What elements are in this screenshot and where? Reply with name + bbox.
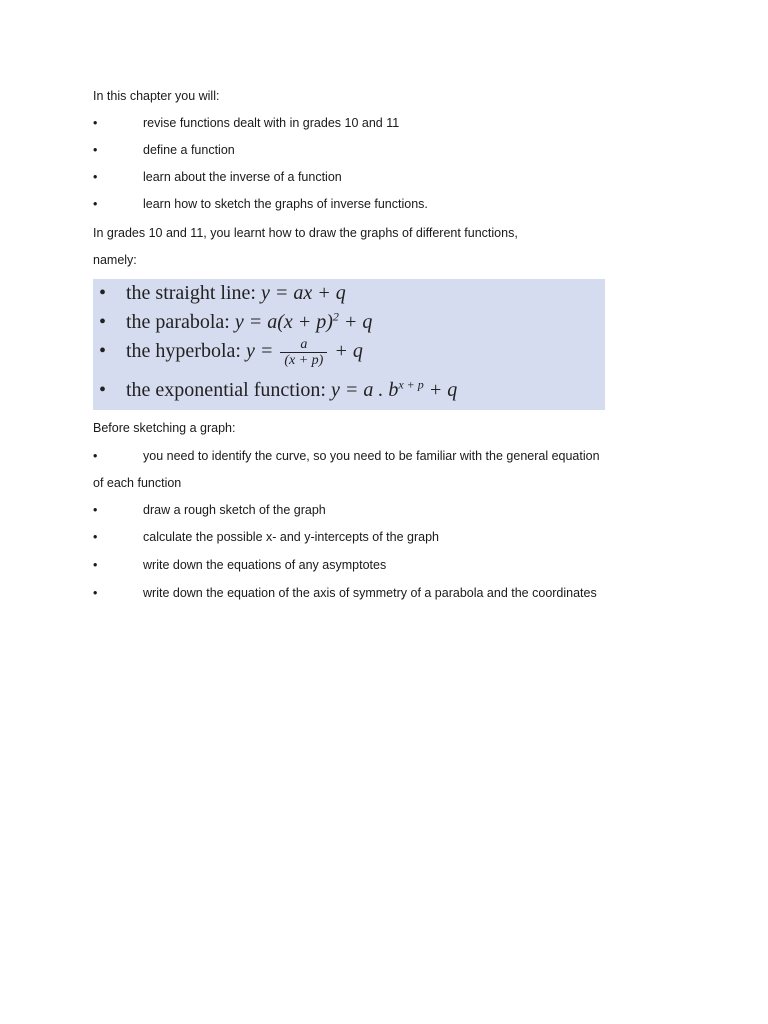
step-text: you need to identify the curve, so you need to be familiar with the general equation xyxy=(143,449,600,463)
bullet: • xyxy=(93,503,98,517)
fraction-denominator: (x + p) xyxy=(284,353,324,368)
goal-text: learn how to sketch the graphs of inverse functions. xyxy=(143,197,428,211)
step-text: calculate the possible x- and y-intercepts of the graph xyxy=(143,530,440,544)
formula-image xyxy=(93,279,605,410)
formula-label: the hyperbola: xyxy=(126,340,241,363)
formula-equation: y = ax + q xyxy=(260,282,346,304)
formula-tail: + q xyxy=(343,311,373,333)
step-text: write down the equation of the axis of symmetry of a parabola and the coordinates xyxy=(143,586,597,600)
formula-label: the straight line: xyxy=(126,282,256,304)
formula-exponent: x + p xyxy=(398,377,424,392)
formula-fraction xyxy=(280,337,327,368)
formula-tail: + q xyxy=(334,340,363,363)
formula-equation: y = a(x + p) xyxy=(234,311,333,333)
bullet: • xyxy=(99,340,107,363)
bullet: • xyxy=(93,530,98,544)
bullet: • xyxy=(93,116,98,130)
bullet: • xyxy=(99,311,107,333)
grades-text: In grades 10 and 11, you learnt how to draw the graphs of different functions, xyxy=(93,226,518,240)
bullet: • xyxy=(93,449,98,463)
formula-parabola xyxy=(99,311,372,333)
bullet: • xyxy=(99,282,107,304)
namely-text: namely: xyxy=(93,253,137,267)
bullet: • xyxy=(93,586,98,600)
formula-label: the exponential function: xyxy=(126,379,326,401)
formula-equation: y = xyxy=(245,340,274,363)
formula-exponent: 2 xyxy=(332,309,339,324)
formula-hyperbola xyxy=(99,337,363,368)
bullet: • xyxy=(93,197,98,211)
bullet: • xyxy=(93,143,98,157)
before-heading: Before sketching a graph: xyxy=(93,421,236,435)
goal-text: revise functions dealt with in grades 10 and 11 xyxy=(143,116,400,130)
bullet: • xyxy=(99,379,107,401)
formula-label: the parabola: xyxy=(126,311,230,333)
formula-exponential xyxy=(99,379,457,401)
bullet: • xyxy=(93,558,98,572)
goal-text: learn about the inverse of a function xyxy=(143,170,342,184)
fraction-numerator: a xyxy=(280,337,327,353)
formula-equation: y = a . b xyxy=(330,379,399,401)
goal-text: define a function xyxy=(143,143,235,157)
formula-straight-line xyxy=(99,282,346,304)
step-text: write down the equations of any asymptotes xyxy=(143,558,387,572)
step-continuation: of each function xyxy=(93,476,182,490)
intro-text: In this chapter you will: xyxy=(93,89,220,103)
step-text: draw a rough sketch of the graph xyxy=(143,503,326,517)
formula-tail: + q xyxy=(428,379,458,401)
bullet: • xyxy=(93,170,98,184)
